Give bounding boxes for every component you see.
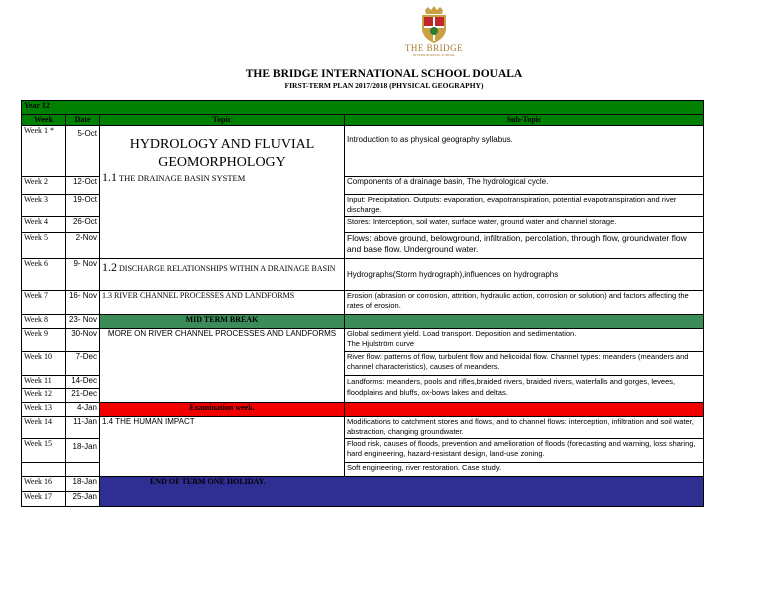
week-cell: Week 11	[22, 376, 66, 389]
midterm-break-banner: MID TERM BREAK	[100, 315, 345, 329]
topic-1-2-title: DISCHARGE RELATIONSHIPS WITHIN A DRAINAGE BASIN	[117, 264, 336, 273]
plan-subtitle: FIRST-TERM PLAN 2017/2018 (PHYSICAL GEOGRAPHY)	[284, 81, 484, 90]
table-row	[22, 417, 704, 439]
school-logo	[395, 6, 473, 64]
week-cell: Week 7	[22, 291, 66, 315]
subtopic-cell: Flows: above ground, belowground, infiltration, percolation, through flow, groundwater flow and base flow. Underground water.	[345, 233, 704, 259]
holiday-banner: END OF TERM ONE HOLIDAY.	[100, 477, 704, 507]
date-cell: 16- Nov	[66, 291, 100, 315]
exam-week-banner: Examination week.	[100, 403, 345, 417]
table-row	[22, 291, 704, 315]
date-cell: 7-Dec	[66, 352, 100, 376]
subtopic-cell: Stores: Interception, soil water, surface water, ground water and channel storage.	[345, 217, 704, 233]
week-cell: Week 2	[22, 177, 66, 195]
subtopic-cell: Components of a drainage basin, The hydrological cycle.	[345, 177, 704, 195]
subtopic-cell: Flood risk, causes of floods, prevention and amelioration of floods (forecasting and warning, loss sharing, hard engineering, hazard-resistant design, land-use zoning.	[345, 439, 704, 463]
date-cell: 30-Nov	[66, 329, 100, 352]
topic-1-1	[102, 172, 342, 183]
table-row	[22, 259, 704, 291]
table-row	[22, 403, 704, 417]
exam-week-fill	[345, 403, 704, 417]
week-cell: Week 6	[22, 259, 66, 291]
date-cell: 19-Oct	[66, 195, 100, 217]
week-cell: Week 4	[22, 217, 66, 233]
week-cell: Week 3	[22, 195, 66, 217]
week-cell: Week 9	[22, 329, 66, 352]
date-cell: 5-Oct	[66, 126, 100, 177]
week-cell: Week 8	[22, 315, 66, 329]
week-cell: Week 15	[22, 439, 66, 463]
topic-1-2-number: 1.2	[102, 260, 117, 274]
date-cell: 23- Nov	[66, 315, 100, 329]
week-cell: Week 5	[22, 233, 66, 259]
date-cell	[66, 463, 100, 477]
date-cell: 26-Oct	[66, 217, 100, 233]
topic-more-river: MORE ON RIVER CHANNEL PROCESSES AND LANDFORMS	[100, 329, 345, 403]
col-topic-header: Topic	[100, 115, 345, 126]
week-cell: Week 14	[22, 417, 66, 439]
date-cell: 11-Jan	[66, 417, 100, 439]
week-cell: Week 16	[22, 477, 66, 492]
year-label: Year 12	[22, 101, 704, 115]
term-plan-table	[21, 100, 704, 507]
week-cell	[22, 463, 66, 477]
date-cell: 18-Jan	[66, 477, 100, 492]
date-cell: 9- Nov	[66, 259, 100, 291]
subtopic-cell	[345, 329, 704, 352]
subtopic-cell: Erosion (abrasion or corrosion, attrition, hydraulic action, corrosion or solution) and factors affecting the rates of erosion.	[345, 291, 704, 315]
date-cell: 18-Jan	[66, 439, 100, 463]
subtopic-cell: River flow: patterns of flow, turbulent flow and helicoidal flow. Channel types: meanders (meanders and channel characteristics), causes of meanders.	[345, 352, 704, 376]
subtopic-cell: Modifications to catchment stores and flows, and to channel flows: interception, infiltration and soil water, abstraction, changing groundwater.	[345, 417, 704, 439]
date-cell: 12-Oct	[66, 177, 100, 195]
topic-1-4: 1.4 THE HUMAN IMPACT	[100, 417, 345, 477]
logo-tagline: INTERNATIONAL SCHOOL	[412, 53, 456, 57]
week-cell: Week 17	[22, 492, 66, 507]
year-row	[22, 101, 704, 115]
date-cell: 2-Nov	[66, 233, 100, 259]
date-cell: 21-Dec	[66, 389, 100, 403]
subtopic-cell: Hydrographs(Storm hydrograph),influences on hydrographs	[345, 259, 704, 291]
date-cell: 14-Dec	[66, 376, 100, 389]
table-row	[22, 315, 704, 329]
col-subtopic-header: Sub-Topic	[345, 115, 704, 126]
midterm-break-fill	[345, 315, 704, 329]
header-row	[22, 115, 704, 126]
subtopic-cell: Soft engineering, river restoration. Case study.	[345, 463, 704, 477]
main-topic: HYDROLOGY AND FLUVIAL GEOMORPHOLOGY	[129, 137, 315, 170]
subtopic-line: The Hjulström curve	[347, 339, 415, 348]
table-row	[22, 477, 704, 492]
topic-1-2	[100, 259, 345, 291]
topic-1-3: 1.3 RIVER CHANNEL PROCESSES AND LANDFORMS	[100, 291, 345, 315]
date-cell: 25-Jan	[66, 492, 100, 507]
subtopic-line: Global sediment yield. Load transport. Deposition and sedimentation.	[347, 329, 577, 338]
topic-cell-drainage	[100, 126, 345, 259]
table-row	[22, 126, 704, 177]
subtopic-cell: Input: Precipitation. Outputs: evaporation, evapotranspiration, potential evapotranspiration and river discharge.	[345, 195, 704, 217]
col-date-header: Date	[66, 115, 100, 126]
table-row	[22, 329, 704, 352]
week-cell: Week 10	[22, 352, 66, 376]
date-cell: 4-Jan	[66, 403, 100, 417]
topic-1-1-title: THE DRAINAGE BASIN SYSTEM	[117, 173, 246, 183]
topic-1-1-number: 1.1	[102, 170, 117, 184]
crest-icon	[416, 6, 452, 44]
logo-name: THE BRIDGE	[404, 43, 464, 53]
week-cell: Week 1 *	[22, 126, 66, 177]
subtopic-cell: Introduction to as physical geography syllabus.	[345, 126, 704, 177]
week-cell: Week 12	[22, 389, 66, 403]
col-week-header: Week	[22, 115, 66, 126]
subtopic-cell: Landforms: meanders, pools and rifles,braided rivers, braided rivers, waterfalls and gorges, levees, floodplains and bluffs, ox-bows lakes and deltas.	[345, 376, 704, 403]
week-cell: Week 13	[22, 403, 66, 417]
school-title: THE BRIDGE INTERNATIONAL SCHOOL DOUALA	[245, 68, 523, 80]
